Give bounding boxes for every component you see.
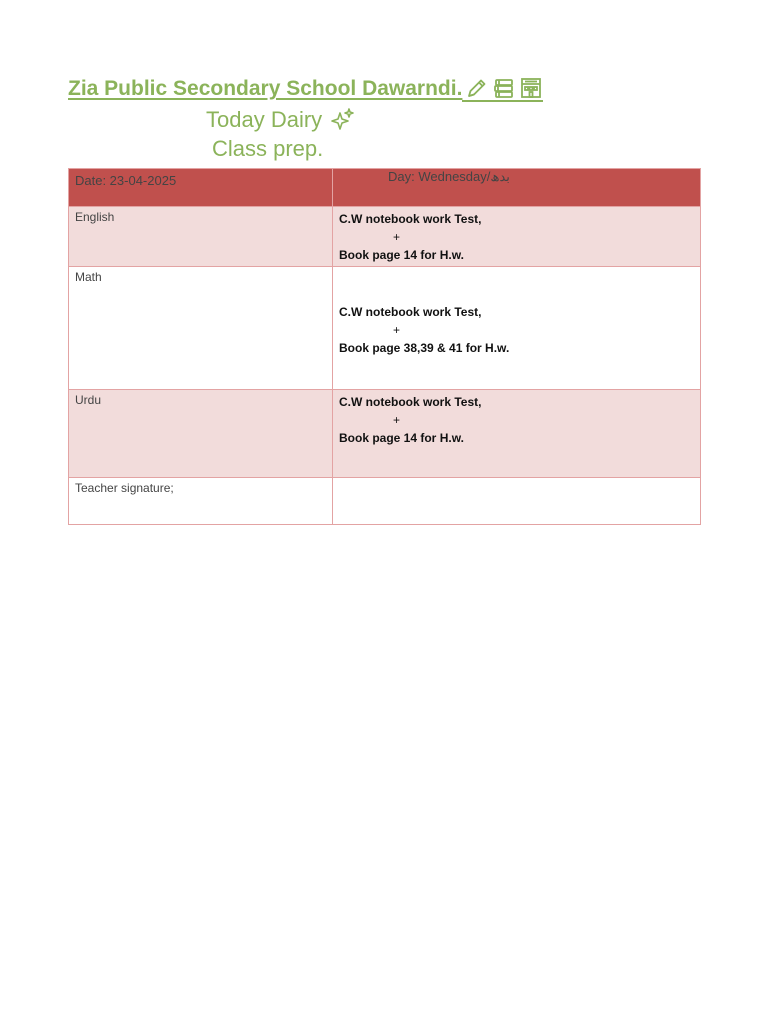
- signature-row: [69, 478, 701, 525]
- task-line: Book page 38,39 & 41 for H.w.: [339, 341, 510, 355]
- school-name: Zia Public Secondary School Dawarndi.: [68, 77, 463, 100]
- task-line: Book page 14 for H.w.: [339, 431, 464, 445]
- table-header-row: [69, 169, 701, 207]
- task-plus: +: [393, 230, 401, 244]
- subject-urdu: Urdu: [69, 390, 333, 478]
- task-line: C.W notebook work Test,: [339, 212, 482, 226]
- task-line: C.W notebook work Test,: [339, 305, 482, 319]
- task-text: [339, 209, 694, 264]
- date-cell: Date: 23-04-2025: [69, 169, 333, 207]
- task-text: [339, 269, 694, 357]
- task-plus: +: [393, 323, 401, 337]
- school-building-icon: [519, 76, 543, 100]
- class-label: Class prep.: [212, 136, 324, 161]
- task-cell-urdu: [333, 390, 701, 478]
- table-row: [69, 207, 701, 267]
- signature-label: Teacher signature;: [69, 478, 333, 525]
- document-header: [68, 74, 708, 104]
- diary-table: [68, 168, 701, 525]
- task-line: C.W notebook work Test,: [339, 395, 482, 409]
- pencil-icon: [465, 76, 489, 100]
- subtitle-line: [206, 107, 356, 133]
- task-plus: +: [393, 413, 401, 427]
- task-cell-math: [333, 267, 701, 390]
- signature-cell[interactable]: [333, 478, 701, 525]
- day-cell: Day: Wednesday/بدھ: [333, 169, 701, 207]
- subject-english: English: [69, 207, 333, 267]
- books-icon: [492, 76, 516, 100]
- task-line: Book page 14 for H.w.: [339, 248, 464, 262]
- school-title-line: [68, 74, 708, 104]
- title-icons: [462, 76, 543, 102]
- sparkles-icon: [330, 107, 356, 133]
- subject-math: Math: [69, 267, 333, 390]
- table-row: [69, 267, 701, 390]
- task-cell-english: [333, 207, 701, 267]
- subtitle: Today Dairy: [206, 107, 323, 132]
- table-row: [69, 390, 701, 478]
- task-text: [339, 392, 694, 447]
